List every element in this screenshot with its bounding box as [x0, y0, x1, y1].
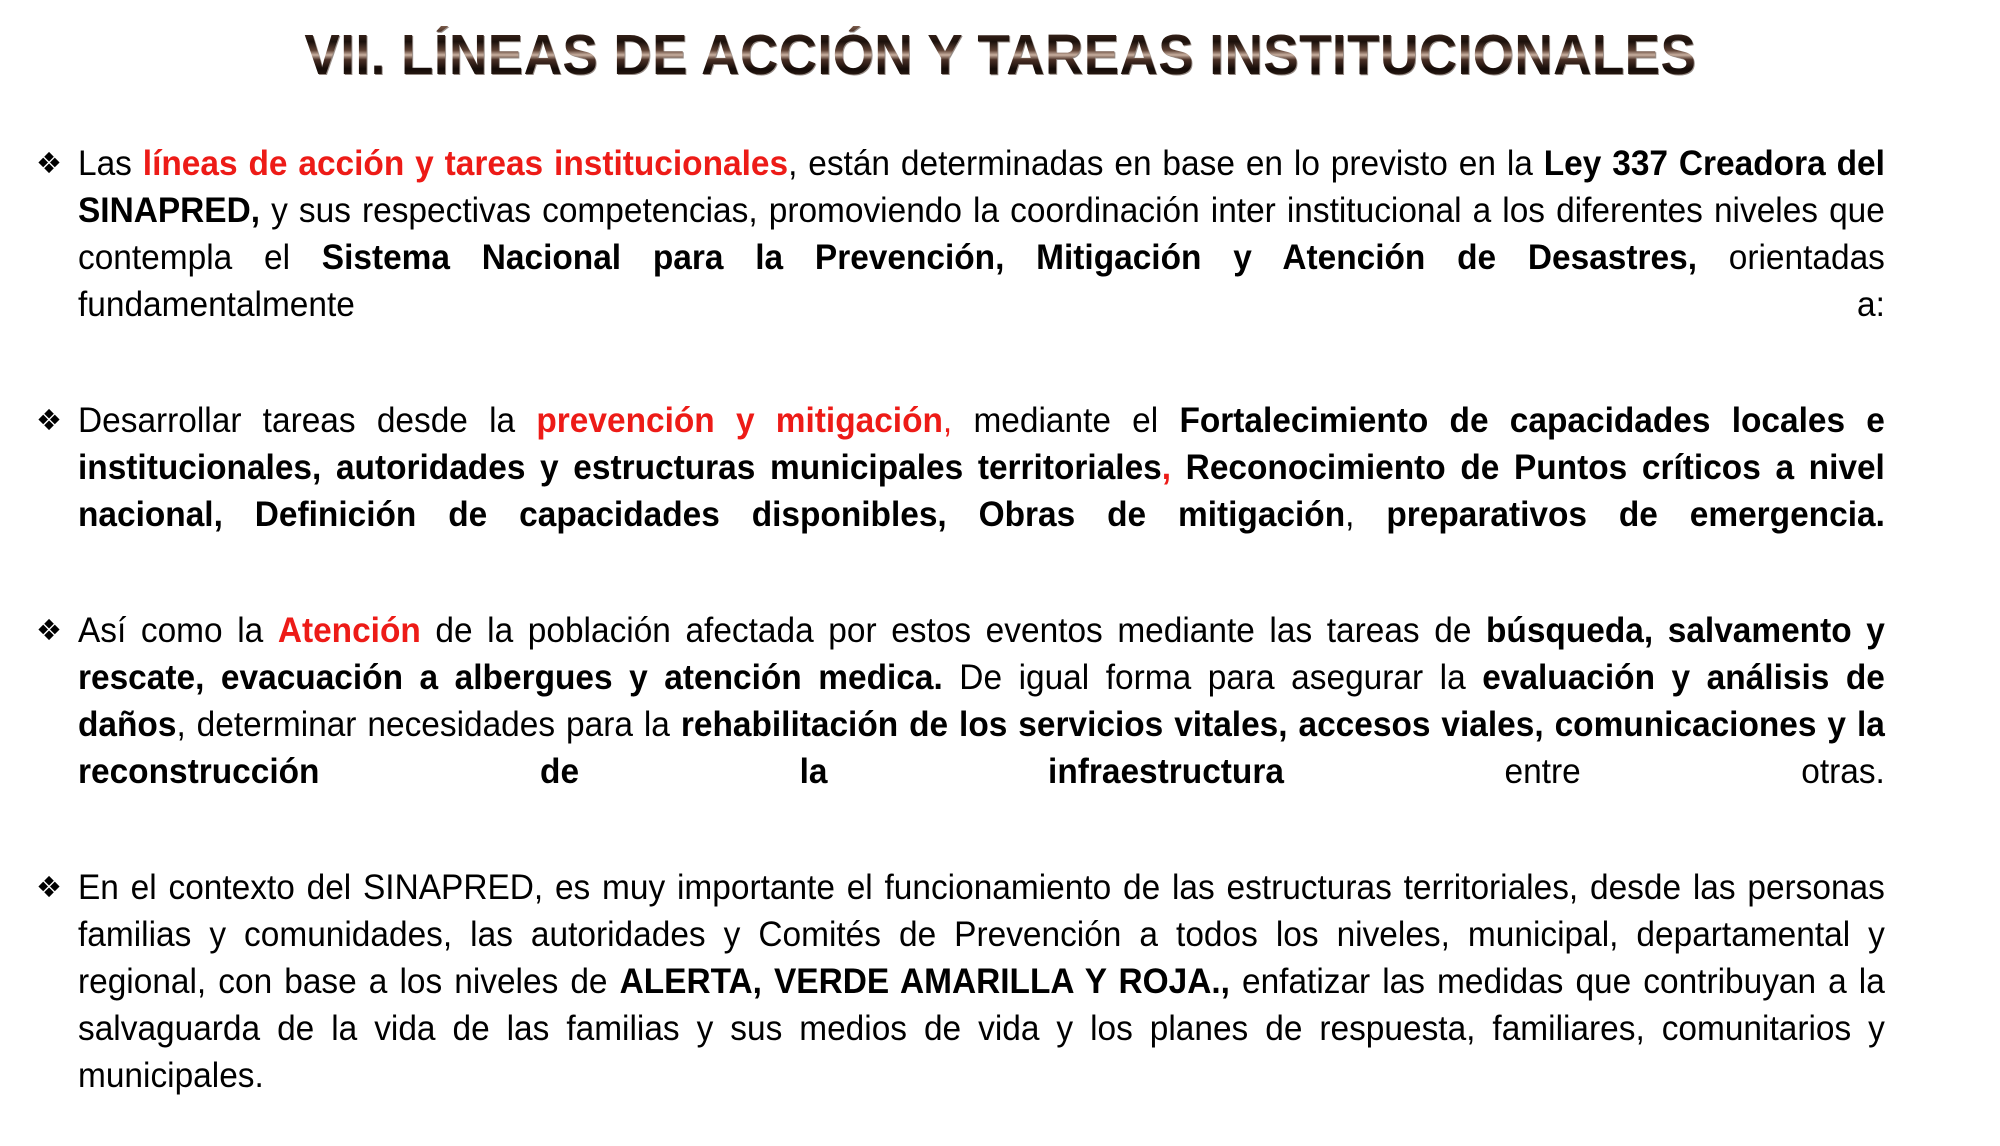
- text-run: búsqueda, salvamento y rescate, evacuación a albergues y atención medica.: [78, 611, 1885, 697]
- list-item-text: [78, 864, 1885, 1146]
- bullet-diamond-icon: ❖: [36, 613, 62, 647]
- list-item: [30, 140, 1970, 375]
- bullet-diamond-icon: ❖: [36, 403, 62, 437]
- text-run: orientadas fundamentalmente a:: [78, 238, 1885, 324]
- text-run: y sus respectivas competencias, promoviendo la coordinación inter institucional a los diferentes niveles que contempla el: [78, 191, 1885, 277]
- text-run: de la población afectada por estos eventos mediante las tareas de: [420, 611, 1486, 650]
- text-run: prevención y mitigación: [536, 401, 943, 440]
- list-item: [30, 397, 1970, 585]
- bullet-list: [30, 140, 1970, 1146]
- text-run: Sistema Nacional para la Prevención, Mitigación y Atención de Desastres,: [321, 238, 1697, 277]
- bullet-diamond-icon: ❖: [36, 146, 62, 180]
- text-run: ,: [1161, 448, 1172, 487]
- list-item-text: [78, 140, 1885, 375]
- text-run: ,: [942, 401, 953, 440]
- slide-title-container: [0, 23, 2000, 87]
- text-run: evaluación y análisis de daños: [78, 658, 1885, 744]
- text-run: Las: [78, 144, 143, 183]
- text-run: mediante el: [952, 401, 1180, 440]
- text-run: En el contexto del SINAPRED, es muy importante el funcionamiento de las estructuras territoriales, desde las personas familias y comunidades, las autoridades y Comités de Prevención a todos los niveles, municipal, departamental y regional, con base a los niveles de: [78, 868, 1885, 1001]
- text-run: Fortalecimiento de capacidades locales e institucionales, autoridades y estructuras municipales territoriales: [78, 401, 1885, 487]
- page-title: VII. LÍNEAS DE ACCIÓN Y TAREAS INSTITUCIONALES: [304, 23, 1696, 87]
- text-run: Ley 337 Creadora del SINAPRED,: [78, 144, 1885, 230]
- text-run: Atención: [277, 611, 421, 650]
- text-run: ,: [1345, 495, 1387, 534]
- text-run: entre otras.: [1283, 752, 1885, 791]
- text-run: Desarrollar tareas desde la: [78, 401, 537, 440]
- list-item: [30, 607, 1970, 842]
- text-run: ALERTA, VERDE AMARILLA Y ROJA.,: [619, 962, 1230, 1001]
- text-run: rehabilitación de los servicios vitales, accesos viales, comunicaciones y la reconstrucción de la infraestructura: [78, 705, 1885, 791]
- text-run: enfatizar las medidas que contribuyan a la salvaguarda de la vida de las familias y sus medios de vida y los planes de respuesta, familiares, comunitarios y municipales.: [78, 962, 1885, 1095]
- list-item-text: [78, 397, 1885, 585]
- text-run: líneas de acción y tareas institucionales: [142, 144, 789, 183]
- text-run: De igual forma para asegurar la: [942, 658, 1483, 697]
- text-run: preparativos de emergencia.: [1386, 495, 1885, 534]
- text-run: , determinar necesidades para la: [176, 705, 681, 744]
- text-run: , están determinadas en base en lo previsto en la: [788, 144, 1544, 183]
- list-item-text: [78, 607, 1885, 842]
- list-item: [30, 864, 1970, 1146]
- text-run: Reconocimiento de Puntos críticos a nivel nacional, Definición de capacidades disponibles, Obras de mitigación: [78, 448, 1885, 534]
- text-run: Así como la: [78, 611, 278, 650]
- bullet-diamond-icon: ❖: [36, 870, 62, 904]
